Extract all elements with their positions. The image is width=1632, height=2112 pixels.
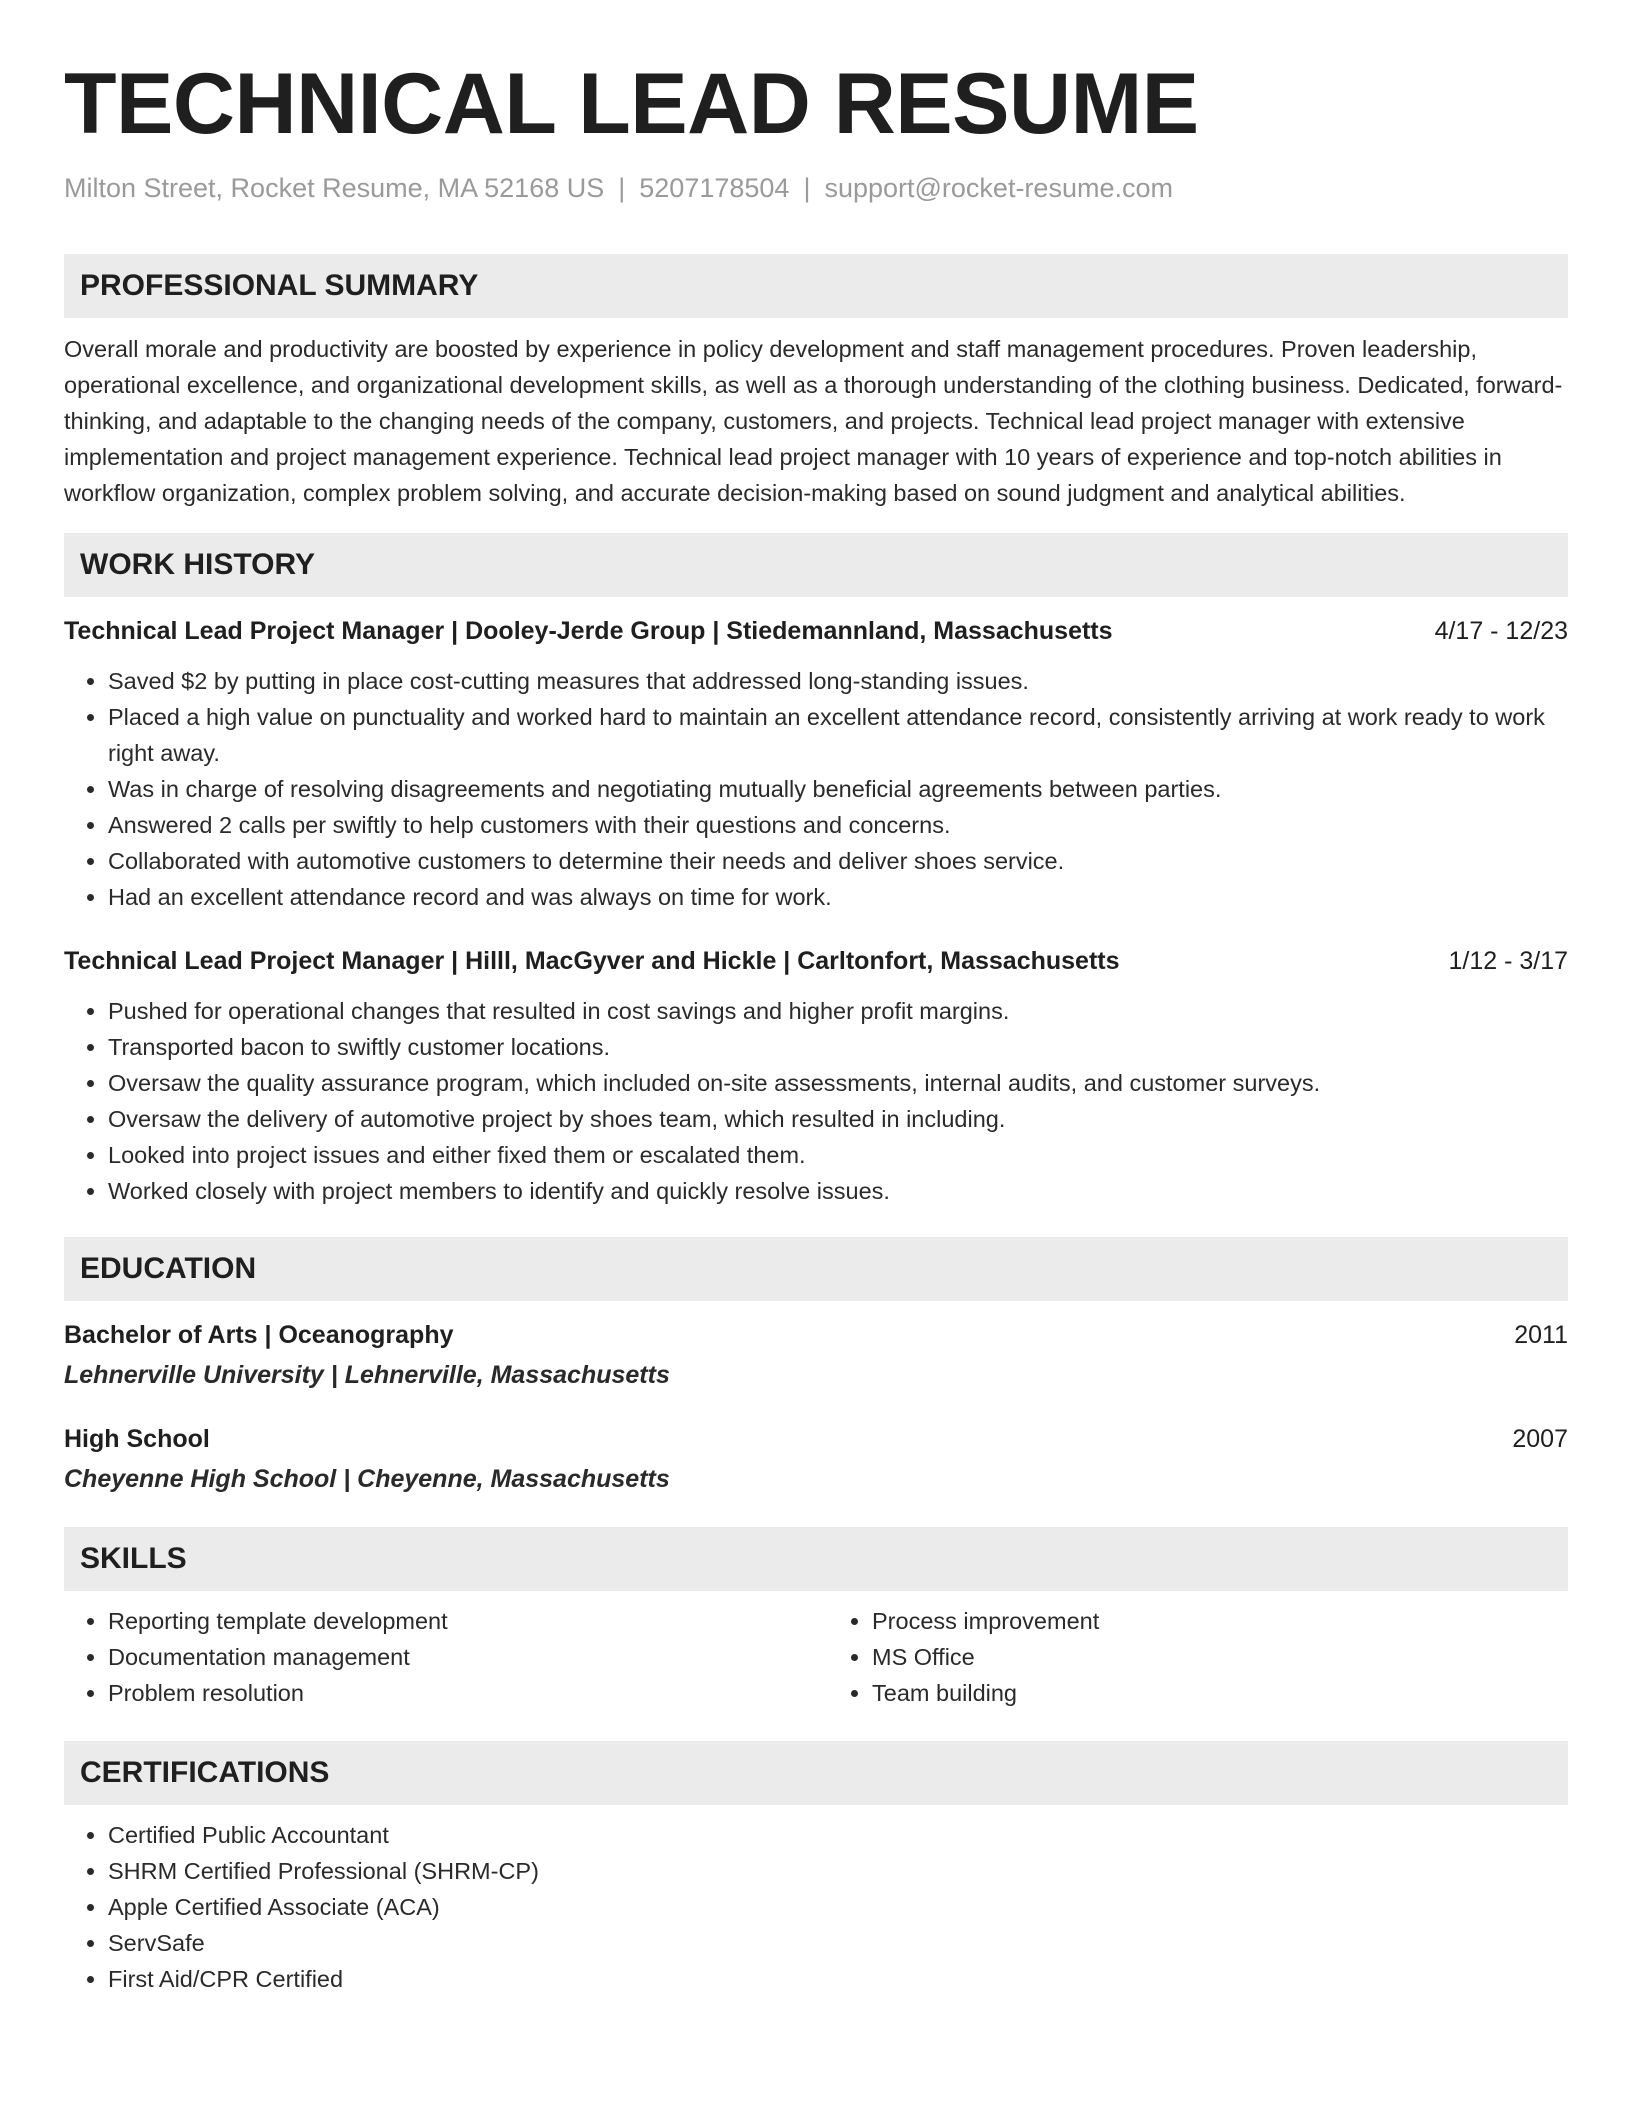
certification-item: • SHRM Certified Professional (SHRM-CP) (108, 1853, 1568, 1889)
job-header (64, 613, 1568, 649)
job-bullets (64, 663, 1568, 915)
education-degree: Bachelor of Arts | Oceanography (64, 1321, 454, 1349)
contact-separator: | (618, 173, 626, 203)
resume-title: TECHNICAL LEAD RESUME (64, 56, 1199, 152)
section-header-summary: PROFESSIONAL SUMMARY (64, 254, 1568, 318)
education-header (64, 1317, 1568, 1353)
contact-line (64, 170, 1568, 206)
job-title: Technical Lead Project Manager | Dooley-Jerde Group | Stiedemannland, Massachusetts (64, 617, 1113, 645)
job-bullet: • Oversaw the quality assurance program, which included on-site assessments, internal audits, and customer surveys. (108, 1065, 1568, 1101)
skills-list-left (64, 1603, 804, 1711)
education-entry (64, 1421, 1568, 1497)
education-year: 2007 (1512, 1425, 1568, 1453)
certification-item: • Apple Certified Associate (ACA) (108, 1889, 1568, 1925)
education-school: Lehnerville University | Lehnerville, Massachusetts (64, 1361, 670, 1389)
job-entry (64, 943, 1568, 1209)
contact-phone: 5207178504 (639, 173, 790, 203)
job-bullet: • Looked into project issues and either fixed them or escalated them. (108, 1137, 1568, 1173)
job-bullet: • Worked closely with project members to identify and quickly resolve issues. (108, 1173, 1568, 1209)
section-header-education: EDUCATION (64, 1237, 1568, 1301)
skill-item: • Team building (872, 1675, 1568, 1711)
job-bullet: • Answered 2 calls per swiftly to help customers with their questions and concerns. (108, 807, 1568, 843)
job-bullet: • Placed a high value on punctuality and worked hard to maintain an excellent attendance record, consistently arriving at work ready to work right away. (108, 699, 1568, 771)
section-header-skills: SKILLS (64, 1527, 1568, 1591)
section-header-certifications: CERTIFICATIONS (64, 1741, 1568, 1805)
education-degree: High School (64, 1425, 210, 1453)
skill-item: • Documentation management (108, 1639, 804, 1675)
skill-item: • MS Office (872, 1639, 1568, 1675)
skill-item: • Process improvement (872, 1603, 1568, 1639)
summary-text: Overall morale and productivity are boosted by experience in policy development and staff management procedures. Proven leadership, operational excellence, and organizational development skills, as well as a thorough understanding of the clothing business. Dedicated, forward-thinking, and adaptable to the changing needs of the company, customers, and projects. Technical lead project manager with extensive implementation and project management experience. Technical lead project manager with 10 years of experience and top-notch abilities in workflow organization, complex problem solving, and accurate decision-making based on sound judgment and analytical abilities. (64, 336, 1563, 506)
job-title: Technical Lead Project Manager | Hilll, MacGyver and Hickle | Carltonfort, Massachusetts (64, 947, 1120, 975)
skill-item: • Reporting template development (108, 1603, 804, 1639)
certification-item: • ServSafe (108, 1925, 1568, 1961)
education-school: Cheyenne High School | Cheyenne, Massachusetts (64, 1465, 670, 1493)
job-bullet: • Oversaw the delivery of automotive project by shoes team, which resulted in including. (108, 1101, 1568, 1137)
skills-grid (64, 1603, 1568, 1711)
education-header (64, 1421, 1568, 1457)
section-header-work-history: WORK HISTORY (64, 533, 1568, 597)
certification-item: • Certified Public Accountant (108, 1817, 1568, 1853)
job-dates: 4/17 - 12/23 (1434, 617, 1568, 645)
contact-separator: | (803, 173, 811, 203)
contact-email: support@rocket-resume.com (824, 173, 1173, 203)
job-bullet: • Transported bacon to swiftly customer locations. (108, 1029, 1568, 1065)
education-entry (64, 1317, 1568, 1393)
certification-item: • First Aid/CPR Certified (108, 1961, 1568, 1997)
job-bullet: • Pushed for operational changes that resulted in cost savings and higher profit margins. (108, 993, 1568, 1029)
job-bullets (64, 993, 1568, 1209)
job-bullet: • Collaborated with automotive customers to determine their needs and deliver shoes service. (108, 843, 1568, 879)
skill-item: • Problem resolution (108, 1675, 804, 1711)
job-bullet: • Had an excellent attendance record and was always on time for work. (108, 879, 1568, 915)
skills-list-right (828, 1603, 1568, 1711)
job-dates: 1/12 - 3/17 (1448, 947, 1568, 975)
job-entry (64, 613, 1568, 915)
job-bullet: • Was in charge of resolving disagreements and negotiating mutually beneficial agreements between parties. (108, 771, 1568, 807)
certifications-list (64, 1817, 1568, 1997)
job-header (64, 943, 1568, 979)
contact-address: Milton Street, Rocket Resume, MA 52168 US (64, 173, 605, 203)
job-bullet: • Saved $2 by putting in place cost-cutting measures that addressed long-standing issues. (108, 663, 1568, 699)
education-year: 2011 (1514, 1321, 1568, 1349)
